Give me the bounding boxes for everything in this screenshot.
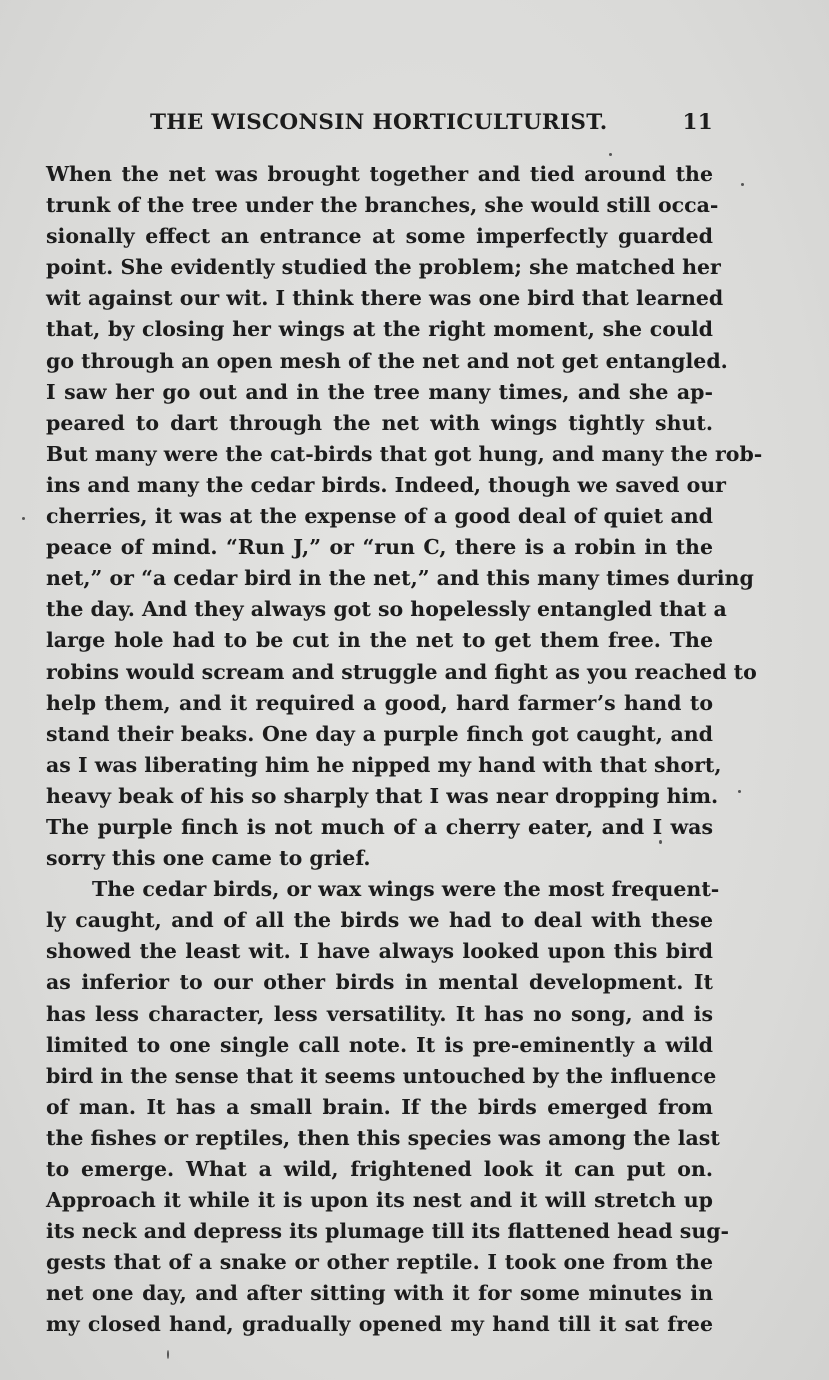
text-line: has less character, less versatility. It has no song, and is bbox=[46, 1001, 713, 1026]
text-line: my closed hand, gradually opened my hand till it sat free bbox=[46, 1312, 713, 1337]
running-header bbox=[150, 106, 713, 142]
text-line: gests that of a snake or other reptile. I took one from the bbox=[46, 1250, 713, 1275]
body-text bbox=[46, 159, 763, 1341]
scan-speck bbox=[741, 183, 744, 186]
text-line: When the net was brought together and tied around the bbox=[46, 162, 713, 186]
text-line: trunk of the tree under the branches, she would still occa- bbox=[46, 193, 719, 218]
text-line: The purple finch is not much of a cherry eater, and I was bbox=[46, 814, 713, 839]
text-line: robins would scream and struggle and fight as you reached to bbox=[46, 659, 757, 684]
text-line: wit against our wit. I think there was one bird that learned bbox=[46, 286, 724, 311]
text-line: large hole had to be cut in the net to get them free. The bbox=[46, 628, 713, 653]
text-line: ins and many the cedar birds. Indeed, though we saved our bbox=[46, 472, 726, 497]
text-line: sionally effect an entrance at some imperfectly guarded bbox=[46, 224, 713, 249]
text-line: net one day, and after sitting with it for some minutes in bbox=[46, 1281, 713, 1306]
text-line: point. She evidently studied the problem; she matched her bbox=[46, 255, 721, 280]
scan-speck bbox=[167, 1350, 169, 1359]
text-line: that, by closing her wings at the right moment, she could bbox=[46, 317, 713, 342]
text-line: peared to dart through the net with wings tightly shut. bbox=[46, 410, 713, 435]
text-line: showed the least wit. I have always looked upon this bird bbox=[46, 939, 713, 964]
scan-speck bbox=[22, 517, 25, 520]
scan-speck bbox=[659, 840, 662, 844]
text-line: go through an open mesh of the net and not get entangled. bbox=[46, 348, 728, 373]
text-line: I saw her go out and in the tree many times, and she ap- bbox=[46, 379, 713, 404]
paragraph-end-line: sorry this one came to grief. bbox=[46, 846, 371, 871]
text-line: as inferior to our other birds in mental development. It bbox=[46, 970, 713, 995]
text-line: its neck and depress its plumage till its flattened head sug- bbox=[46, 1219, 730, 1244]
text-line: the day. And they always got so hopelessly entangled that a bbox=[46, 597, 727, 622]
text-line: help them, and it required a good, hard farmer’s hand to bbox=[46, 690, 713, 715]
text-line: to emerge. What a wild, frightened look it can put on. bbox=[46, 1157, 713, 1181]
text-line: bird in the sense that it seems untouched by the influence bbox=[46, 1063, 717, 1088]
text-line: cherries, it was at the expense of a good deal of quiet and bbox=[46, 504, 713, 529]
scan-speck bbox=[609, 153, 612, 156]
text-line: Approach it while it is upon its nest and it will stretch up bbox=[46, 1188, 713, 1213]
text-line: as I was liberating him he nipped my hand with that short, bbox=[46, 752, 722, 777]
text-line: But many were the cat-birds that got hung, and many the rob- bbox=[46, 441, 763, 466]
text-line: ly caught, and of all the birds we had to deal with these bbox=[46, 908, 713, 933]
page-number: 11 bbox=[682, 110, 713, 135]
text-line: limited to one single call note. It is pre-eminently a wild bbox=[46, 1032, 713, 1057]
text-line: the fishes or reptiles, then this species was among the last bbox=[46, 1125, 720, 1150]
paragraph-start-line: The cedar birds, or wax wings were the most frequent- bbox=[92, 877, 720, 902]
text-line: of man. It has a small brain. If the birds emerged from bbox=[46, 1094, 713, 1119]
scan-speck bbox=[738, 790, 741, 793]
text-line: peace of mind. “Run J,” or “run C, there is a robin in the bbox=[46, 535, 713, 560]
text-line: stand their beaks. One day a purple finch got caught, and bbox=[46, 721, 713, 746]
text-line: net,” or “a cedar bird in the net,” and this many times during bbox=[46, 566, 754, 591]
text-line: heavy beak of his so sharply that I was near dropping him. bbox=[46, 783, 719, 808]
running-title: THE WISCONSIN HORTICULTURIST. bbox=[150, 110, 608, 135]
